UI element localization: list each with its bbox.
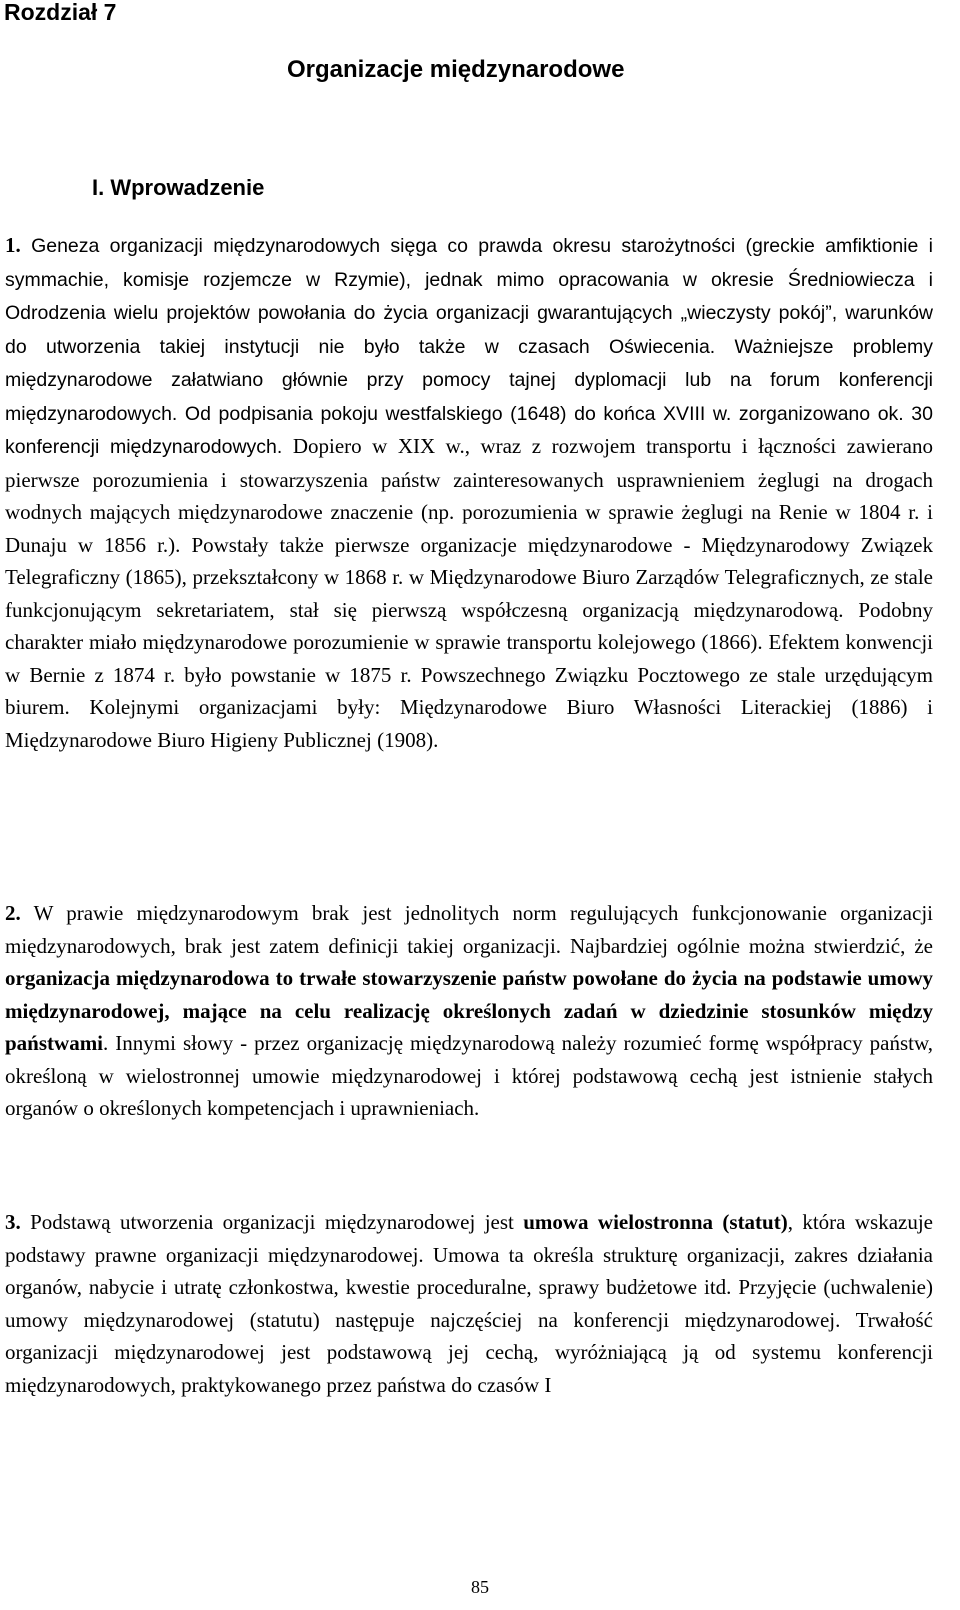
paragraph-number: 2. — [5, 901, 21, 925]
paragraph-3 — [5, 1206, 933, 1401]
paragraph-1 — [5, 229, 933, 756]
paragraph-number: 1. — [5, 233, 21, 257]
paragraph-number: 3. — [5, 1210, 21, 1234]
page-number: 85 — [471, 1577, 489, 1597]
paragraph-text: W prawie międzynarodowym brak jest jednolitych norm regulujących funkcjonowanie organizacji międzynarodowych, brak jest zatem definicji takiej organizacji. Najbardziej ogólnie można stwierdzić, że — [5, 901, 933, 958]
paragraph-text: , która wskazuje podstawy prawne organizacji międzynarodowej. Umowa ta określa strukturę organizacji, zakres działania organów, nabycie i utratę członkostwa, kwestie proceduralne, sprawy budżetowe itd. Przyjęcie (uchwalenie) umowy międzynarodowej (statutu) następuje najczęściej na konferencji międzynarodowej. Trwałość organizacji międzynarodowej jest podstawową jej cechą, wyróżniającą ją od systemu konferencji międzynarodowych, praktykowanego przez państwa do czasów I — [5, 1210, 933, 1397]
chapter-title: Organizacje międzynarodowe — [287, 56, 625, 83]
emphasis-bold-text: umowa wielostronna (statut) — [523, 1210, 788, 1234]
paragraph-text: . Innymi słowy - przez organizację międzynarodową należy rozumieć formę współpracy państw, określoną w wielostronnej umowie międzynarodowej i której podstawową cechą jest istnienie stałych organów o określonych kompetencjach i uprawnieniach. — [5, 1031, 933, 1120]
paragraph-text: Podstawą utworzenia organizacji międzynarodowej jest — [20, 1210, 524, 1234]
paragraph-text-sans: Geneza organizacji międzynarodowych sięga co prawda okresu starożytności (greckie amfiktionie i symmachie, komisje rozjemcze w Rzymie), jednak mimo opracowania w okresie Średniowiecza i Odrodzenia wielu projektów powołania do życia organizacji gwarantujących „wieczysty pokój”, warunków do utworzenia takiej instytucji nie było także w czasach Oświecenia. Ważniejsze problemy międzynarodowe załatwiano głównie przy pomocy tajnej dyplomacji lub na forum konferencji międzynarodowych. Od podpisania pokoju westfalskiego (1648) do końca XVIII w. zorganizowano ok. 30 konferencji międzynarodowych. — [5, 235, 933, 458]
chapter-label: Rozdział 7 — [4, 0, 117, 25]
section-heading: I. Wprowadzenie — [92, 175, 265, 200]
definition-bold-text: organizacja międzynarodowa to trwałe stowarzyszenie państw powołane do życia na podstawie umowy międzynarodowej, mające na celu realizację określonych zadań w dziedzinie stosunków między państwami — [5, 966, 933, 1055]
paragraph-2 — [5, 897, 933, 1125]
paragraph-text: Dopiero w XIX w., wraz z rozwojem transportu i łączności zawierano pierwsze porozumienia i stowarzyszenia państw zainteresowanych usprawnieniem żeglugi na drogach wodnych mających międzynarodowe znaczenie (np. porozumienia w sprawie żeglugi na Renie w 1804 r. i Dunaju w 1856 r.). Powstały także pierwsze organizacje międzynarodowe - Międzynarodowy Związek Telegraficzny (1865), przekształcony w 1868 r. w Międzynarodowe Biuro Zarządów Telegraficznych, ze stale funkcjonującym sekretariatem, stał się pierwszą współczesną organizacją międzynarodową. Podobny charakter miało międzynarodowe porozumienie w sprawie transportu kolejowego (1866). Efektem konwencji w Bernie z 1874 r. było powstanie w 1875 r. Powszechnego Związku Pocztowego ze stale urzędującym biurem. Kolejnymi organizacjami były: Międzynarodowe Biuro Własności Literackiej (1886) i Międzynarodowe Biuro Higieny Publicznej (1908). — [5, 434, 933, 752]
